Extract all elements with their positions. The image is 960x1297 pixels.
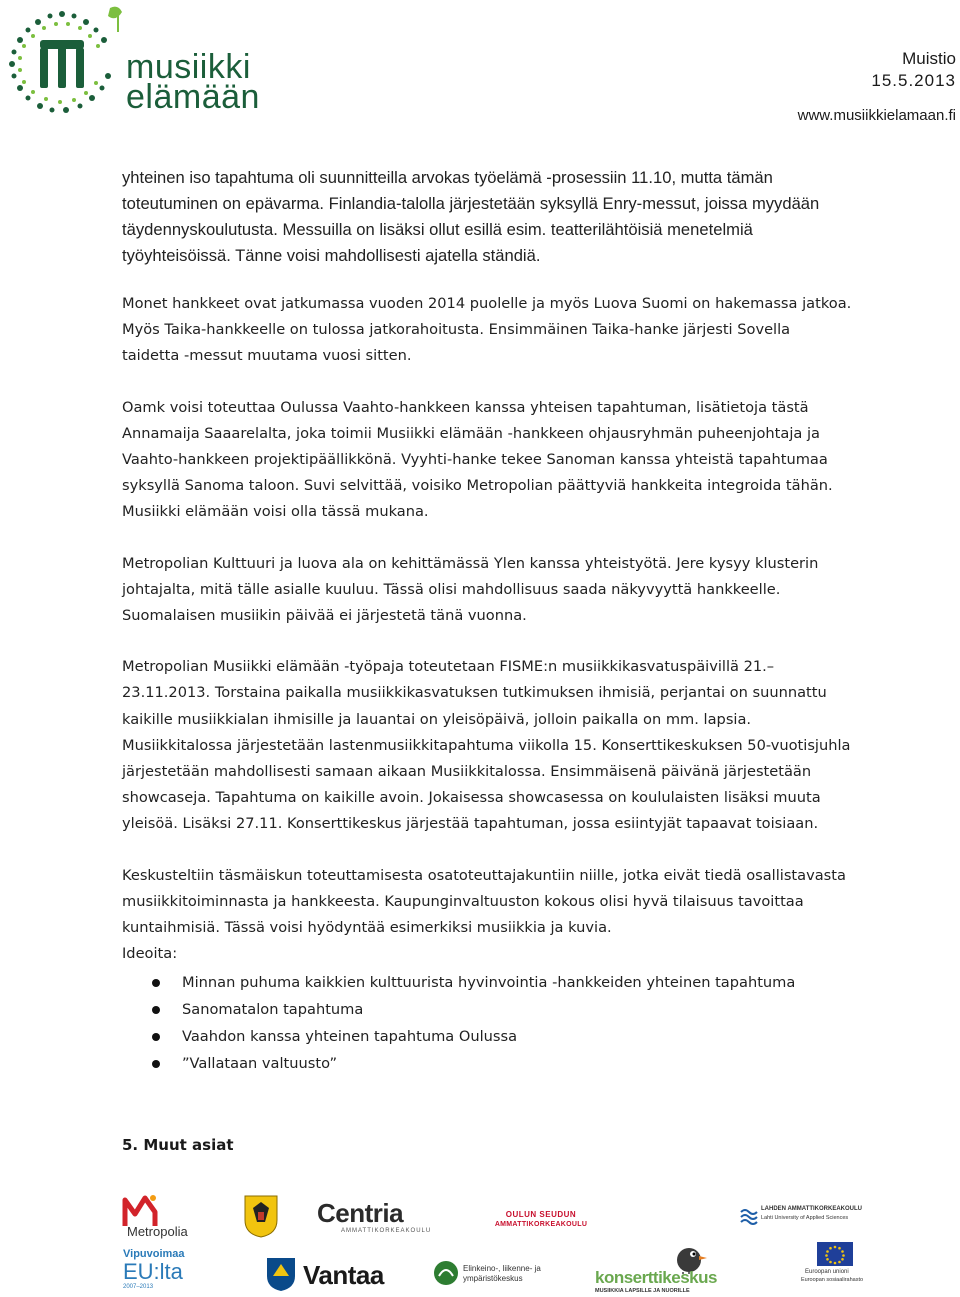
list-item-text: Vaahdon kanssa yhteinen tapahtuma Oulussa [182,1028,518,1046]
eu-line1: Euroopan unioni [805,1269,849,1275]
konsertti-text: konserttikeskus [595,1268,717,1287]
paragraph: Keskusteltiin täsmäiskun toteuttamisesta osatoteuttajakuntiin niille, jotka eivät tiedä osallistavasta musiikkitoiminnasta ja hankkeesta. Kaupunginvaltuuston kokous olisi hyvä tilaisuus tavoittaa kuntaihmisiä. Tässä voisi hyödyntää esimerkiksi musiikkia ja kuvia. [122,866,846,937]
lahti-line1: LAHDEN AMMATTIKORKEAKOULU [761,1206,862,1212]
vipuvoimaa-logo [123,1248,233,1296]
coat-of-arms-logo [243,1194,279,1238]
bullet-icon [152,1060,160,1068]
centria-subtext: AMMATTIKORKEAKOULU [341,1228,432,1234]
list-item-text: ”Vallataan valtuusto” [182,1055,338,1073]
vantaa-text: Vantaa [303,1260,384,1290]
logo-text-line2: elämään [126,78,260,116]
ely-logo [433,1260,563,1292]
eu-flag-icon [817,1242,853,1266]
eu-line2: Euroopan sosiaalirahasto [801,1277,864,1283]
eu-lta-text: EU:lta [123,1259,183,1284]
ely-emblem-icon [433,1260,459,1286]
document-date: 15.5.2013 [871,71,956,90]
list-item-text: Minnan puhuma kaikkien kulttuurista hyvinvointia -hankkeiden yhteinen tapahtuma [182,974,796,992]
document-header-info [798,48,956,126]
oulu-line2: AMMATTIKORKEAKOULU [494,1221,588,1228]
vipuvoimaa-text: Vipuvoimaa [123,1248,185,1260]
oulu-logo [491,1210,591,1240]
ely-line1: Elinkeino-, liikenne- ja [463,1264,541,1273]
paragraph: Oamk voisi toteuttaa Oulussa Vaahto-hankkeen kanssa yhteisen tapahtuman, lisätietoja tästä Annamaija Saaarelalta, joka toimii Musiikki elämään -hankkeen ohjausryhmän puheenjohtaja ja Vaahto-hankkeen projektipäällikkönä. Vyyhti-hanke tekee Sanoman kanssa yhteistä tapahtumaa syksyllä Sanoma taloon. Suvi selvittää, voisiko Metropolian päättyviä hankkeita integroida tähän. Musiikki elämään voisi olla tässä mukana. [122,398,833,521]
list-item [122,996,852,1023]
ideas-list [122,969,852,1077]
list-item-text: Sanomatalon tapahtuma [182,1001,364,1019]
metropolia-logo [121,1192,211,1242]
section-heading: 5. Muut asiat [122,1136,234,1154]
paragraph: Metropolian Kulttuuri ja luova ala on kehittämässä Ylen kanssa yhteistyötä. Jere kysyy klusterin johtajalta, mitä tälle asialle kuuluu. Tässä olisi mahdollisuus saada näkyvyyttä hankkeelle. Suomalaisen musiikin päivää ei järjestetä tänä vuonna. [122,554,819,625]
list-item [122,1023,852,1050]
eu-logo [801,1242,865,1294]
paragraph: Monet hankkeet ovat jatkumassa vuoden 2014 puolelle ja myös Luova Suomi on hakemassa jatkoa. Myös Taika-hankkeelle on tulossa jatkorahoitusta. Ensimmäinen Taika-hanke järjesti Sovella taidetta -messut muutama vuosi sitten. [122,295,852,365]
centria-text: Centria [317,1198,404,1228]
eu-years-text: 2007–2013 [123,1284,154,1290]
bullet-icon [152,979,160,987]
vantaa-logo [265,1256,405,1294]
lahti-waves-icon [739,1206,759,1226]
oulu-line1: OULUN SEUDUN [505,1210,577,1219]
konserttikeskus-logo [595,1240,745,1296]
centria-logo [317,1198,432,1244]
konsertti-subtext: MUSIIKKIA LAPSILLE JA NUORILLE [595,1288,690,1294]
document-body [122,165,852,1077]
paragraph: Metropolian Musiikki elämään -työpaja toteutetaan FISME:n musiikkikasvatuspäivillä 21.–23.11.2013. Torstaina paikalla musiikkikasvatuksen tutkimuksen ihmisiä, perjantai on suunnattu kaikille musiikkialan ihmisille ja lauantai on yleisöpäivä, jolloin paikalla on mm. lapsia. Musiikkitalossa järjestetään lastenmusiikkitapahtuma viikolla 15. Konserttikeskuksen 50-vuotisjuhla järjestetään mahdollisesti samaan aikaan Musiikkitalossa. Ensimmäisenä päivänä järjestetään showcaseja. Tapahtuma on kaikille avoin. Jokaisessa showcasessa on koululaisten lisäksi muuta yleisöä. Lisäksi 27.11. Konserttikeskus järjestää tapahtuman, jossa esiintyjät tapaavat toisiaan. [122,658,851,833]
bullet-icon [152,1033,160,1041]
ely-line2: ympäristökeskus [463,1274,523,1283]
logo-text-line1: musiikki [126,48,251,86]
vantaa-crest-icon [265,1256,297,1292]
list-item [122,969,852,996]
bullet-icon [152,1006,160,1014]
ideas-label: Ideoita: [122,945,178,963]
website-link[interactable]: www.musiikkielamaan.fi [797,107,956,124]
document-type: Muistio [902,49,956,68]
musiikki-elamaan-logo [0,0,260,125]
lahti-logo [739,1204,862,1234]
logo-emblem-icon [0,0,130,120]
partner-logos [115,1188,864,1297]
lahti-line2: Lahti University of Applied Sciences [761,1215,849,1221]
metropolia-m-icon [121,1192,161,1228]
list-item [122,1050,852,1077]
shield-icon [243,1194,279,1238]
metropolia-text: Metropolia [127,1224,188,1239]
paragraph: yhteinen iso tapahtuma oli suunnitteilla arvokas työelämä -prosessiin 11.10, mutta tämän toteutuminen on epävarma. Finlandia-talolla järjestetään syksyllä Enry-messut, joissa myydään täydennyskoulutusta. Messuilla on lisäksi ollut esillä esim. teatterilähtöisiä menetelmiä työyhteisöissä. Tänne voisi mahdollisesti ajatella ständiä. [122,168,820,265]
